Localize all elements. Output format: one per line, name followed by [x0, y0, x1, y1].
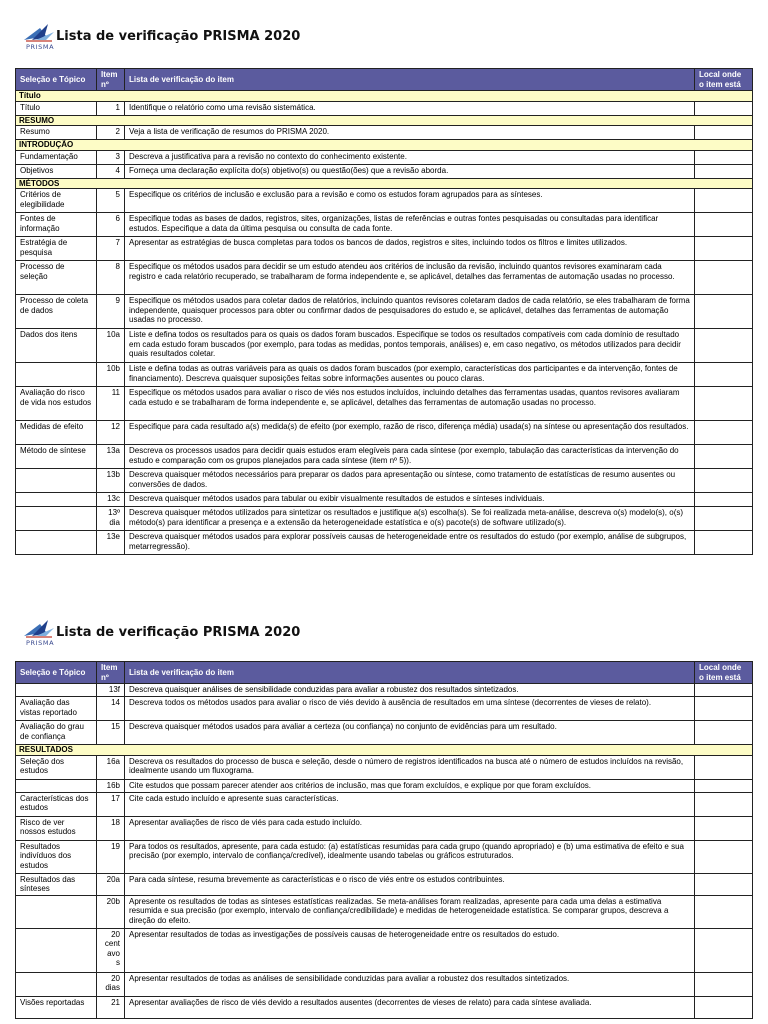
item-number: 13b [97, 469, 125, 493]
location-cell[interactable] [695, 507, 753, 531]
location-cell[interactable] [695, 755, 753, 779]
item-text: Apresentar resultados de todas as investigações de possíveis causas de heterogeneidade entre os resultados do estudo. [125, 928, 695, 972]
item-number: 2 [97, 126, 125, 140]
topic-cell [16, 507, 97, 531]
table-row [16, 816, 753, 840]
location-cell[interactable] [695, 295, 753, 329]
item-number: 13f [97, 684, 125, 697]
table-row [16, 126, 753, 140]
location-cell[interactable] [695, 792, 753, 816]
item-number: 20 cent avo s [97, 928, 125, 972]
topic-cell: Objetivos [16, 164, 97, 178]
table-header-row [16, 662, 753, 684]
item-text: Apresente os resultados de todas as sínteses estatísticas realizadas. Se meta-análises foram realizadas, apresente para cada uma delas a estimativa resumida e sua precisão (por exemplo, intervalo de confiança/credibilidade) e medidas de heterogeneidade estatística. Se comparar grupos, descreva a direção do efeito. [125, 895, 695, 928]
col-header-location: Local onde o item está [695, 69, 753, 91]
table-row [16, 873, 753, 895]
table-row [16, 329, 753, 363]
table-row [16, 721, 753, 745]
item-number: 9 [97, 295, 125, 329]
page-title: Lista de verificação PRISMA 2020 [56, 625, 301, 640]
item-number: 13º dia [97, 507, 125, 531]
item-text: Forneça uma declaração explícita do(s) objetivo(s) ou questão(ões) que a revisão aborda. [125, 164, 695, 178]
table-header-row [16, 69, 753, 91]
location-cell[interactable] [695, 531, 753, 555]
col-header-location: Local onde o item está [695, 662, 753, 684]
topic-cell: Estratégia de pesquisa [16, 237, 97, 261]
col-header-topic: Seleção e Tópico [16, 662, 97, 684]
topic-cell: Avaliação do grau de confiança [16, 721, 97, 745]
item-text: Para todos os resultados, apresente, para cada estudo: (a) estatísticas resumidas para cada grupo (quando apropriado) e (b) uma estimativa de efeito e sua precisão (por exemplo, intervalo de confiança/credível), idealmente usando tabelas ou gráficos estruturados. [125, 840, 695, 873]
table-row [16, 164, 753, 178]
item-number: 16b [97, 779, 125, 792]
location-cell[interactable] [695, 779, 753, 792]
item-text: Descreva quaisquer métodos utilizados para sintetizar os resultados e justifique a(s) escolha(s). Se foi realizada meta-análise, descreva o(s) modelo(s), o(s) método(s) para identificar a presença e a extensão da heterogeneidade estatística e o(s) pacote(s) de software utilizado(s). [125, 507, 695, 531]
table-row [16, 895, 753, 928]
item-number: 18 [97, 816, 125, 840]
item-number: 11 [97, 387, 125, 421]
topic-cell: Avaliação do risco de vida nos estudos [16, 387, 97, 421]
section-row [16, 140, 753, 151]
location-cell[interactable] [695, 928, 753, 972]
table-row [16, 996, 753, 1018]
item-number: 13e [97, 531, 125, 555]
item-text: Cite estudos que possam parecer atender aos critérios de inclusão, mas que foram excluídos, e explique por que foram excluídos. [125, 779, 695, 792]
location-cell[interactable] [695, 873, 753, 895]
item-number: 10a [97, 329, 125, 363]
section-title: INTRODUÇÃO [16, 140, 753, 151]
location-cell[interactable] [695, 840, 753, 873]
table-row [16, 363, 753, 387]
checklist-table-page1 [15, 68, 753, 555]
location-cell[interactable] [695, 329, 753, 363]
topic-cell: Resultados das sínteses [16, 873, 97, 895]
topic-cell: Resumo [16, 126, 97, 140]
item-text: Especifique todas as bases de dados, registros, sites, organizações, listas de referências e outras fontes pesquisadas ou consultadas para identificar estudos. Especifique a data da última pesquisa ou consulta de cada fonte. [125, 213, 695, 237]
section-row [16, 91, 753, 102]
col-header-item: Item nº [97, 69, 125, 91]
table-row [16, 684, 753, 697]
item-text: Descreva quaisquer métodos usados para avaliar a certeza (ou confiança) no conjunto de evidências para um resultado. [125, 721, 695, 745]
topic-cell [16, 363, 97, 387]
item-number: 14 [97, 697, 125, 721]
section-row [16, 178, 753, 189]
topic-cell [16, 684, 97, 697]
location-cell[interactable] [695, 387, 753, 421]
item-text: Apresentar avaliações de risco de viés devido a resultados ausentes (decorrentes de vieses de relato) para cada síntese avaliada. [125, 996, 695, 1018]
item-number: 20b [97, 895, 125, 928]
item-number: 4 [97, 164, 125, 178]
item-text: Liste e defina todos os resultados para os quais os dados foram buscados. Especifique se todos os resultados compatíveis com cada domínio de resultado em cada estudo foram buscados (por exemplo, para todas as medidas, pontos temporais, análises) e, em caso negativo, os métodos utilizados para decidir quais resultados coletar. [125, 329, 695, 363]
topic-cell [16, 972, 97, 996]
table-row [16, 445, 753, 469]
item-text: Descreva os processos usados para decidir quais estudos eram elegíveis para cada síntese (por exemplo, tabulação das características da intervenção do estudo e comparação com os grupos planejados para cada síntese (item nº 5)). [125, 445, 695, 469]
table-row [16, 237, 753, 261]
item-number: 19 [97, 840, 125, 873]
topic-cell [16, 493, 97, 507]
location-cell[interactable] [695, 126, 753, 140]
item-text: Especifique os métodos usados para coletar dados de relatórios, incluindo quantos revisores coletaram dados de cada relatório, se eles trabalharam de forma independente, quaisquer processos para obter ou confirmar dados de pesquisadores do estudo e, se aplicável, detalhes das ferramentas de automação usadas no processo. [125, 295, 695, 329]
location-cell[interactable] [695, 697, 753, 721]
item-number: 7 [97, 237, 125, 261]
location-cell[interactable] [695, 684, 753, 697]
item-number: 1 [97, 101, 125, 115]
topic-cell: Avaliação das vistas reportado [16, 697, 97, 721]
table-row [16, 387, 753, 421]
item-text: Apresentar resultados de todas as análises de sensibilidade conduzidas para avaliar a robustez dos resultados sintetizados. [125, 972, 695, 996]
topic-cell: Resultados indivíduos dos estudos [16, 840, 97, 873]
item-text: Especifique para cada resultado a(s) medida(s) de efeito (por exemplo, razão de risco, diferença média) usada(s) na síntese ou apresentação dos resultados. [125, 421, 695, 445]
table-row [16, 755, 753, 779]
topic-cell: Critérios de elegibilidade [16, 189, 97, 213]
item-number: 13a [97, 445, 125, 469]
col-header-checklist: Lista de verificação do item [125, 69, 695, 91]
item-text: Apresentar avaliações de risco de viés para cada estudo incluído. [125, 816, 695, 840]
section-title: RESUMO [16, 115, 753, 126]
table-row [16, 101, 753, 115]
table-row [16, 213, 753, 237]
section-title: RESULTADOS [16, 745, 753, 756]
table-row [16, 792, 753, 816]
table-row [16, 697, 753, 721]
item-number: 20a [97, 873, 125, 895]
item-number: 3 [97, 150, 125, 164]
item-text: Especifique os métodos usados para decidir se um estudo atendeu aos critérios de inclusão da revisão, incluindo quantos revisores examinaram cada registro e cada relatório recuperado, se trabalharam de forma independente e, se aplicável, detalhes das ferramentas de automação usadas no processo. [125, 261, 695, 295]
location-cell[interactable] [695, 445, 753, 469]
topic-cell: Seleção dos estudos [16, 755, 97, 779]
item-text: Descreva os resultados do processo de busca e seleção, desde o número de registros identificados na busca até o número de estudos incluídos na revisão, idealmente usando um fluxograma. [125, 755, 695, 779]
item-number: 6 [97, 213, 125, 237]
location-cell[interactable] [695, 721, 753, 745]
location-cell[interactable] [695, 363, 753, 387]
logo-text: PRISMA [26, 43, 55, 51]
location-cell[interactable] [695, 469, 753, 493]
topic-cell: Fundamentação [16, 150, 97, 164]
location-cell[interactable] [695, 237, 753, 261]
location-cell[interactable] [695, 261, 753, 295]
topic-cell: Método de síntese [16, 445, 97, 469]
location-cell[interactable] [695, 101, 753, 115]
item-text: Cite cada estudo incluído e apresente suas características. [125, 792, 695, 816]
item-number: 20 dias [97, 972, 125, 996]
location-cell[interactable] [695, 189, 753, 213]
item-number: 8 [97, 261, 125, 295]
topic-cell: Visões reportadas [16, 996, 97, 1018]
item-number: 5 [97, 189, 125, 213]
table-row [16, 507, 753, 531]
topic-cell [16, 895, 97, 928]
page1-header [22, 22, 422, 54]
logo-text: PRISMA [26, 639, 55, 647]
section-row [16, 115, 753, 126]
item-text: Para cada síntese, resuma brevemente as características e o risco de viés entre os estudos contribuintes. [125, 873, 695, 895]
item-text: Apresentar as estratégias de busca completas para todos os bancos de dados, registros e sites, incluindo todos os filtros e limites utilizados. [125, 237, 695, 261]
item-text: Descreva quaisquer análises de sensibilidade conduzidas para avaliar a robustez dos resultados sintetizados. [125, 684, 695, 697]
item-text: Especifique os critérios de inclusão e exclusão para a revisão e como os estudos foram agrupados para as sínteses. [125, 189, 695, 213]
item-text: Descreva quaisquer métodos necessários para preparar os dados para apresentação ou síntese, como tratamento de estatísticas de resumo ausentes ou conversões de dados. [125, 469, 695, 493]
page-title: Lista de verificação PRISMA 2020 [56, 29, 301, 44]
table-row [16, 493, 753, 507]
topic-cell: Medidas de efeito [16, 421, 97, 445]
topic-cell [16, 928, 97, 972]
topic-cell: Fontes de informação [16, 213, 97, 237]
item-text: Veja a lista de verificação de resumos do PRISMA 2020. [125, 126, 695, 140]
item-text: Descreva quaisquer métodos usados para explorar possíveis causas de heterogeneidade entre os resultados do estudo (por exemplo, análise de subgrupos, metarregressão). [125, 531, 695, 555]
item-number: 16a [97, 755, 125, 779]
col-header-topic: Seleção e Tópico [16, 69, 97, 91]
page2-header [22, 618, 422, 650]
item-number: 21 [97, 996, 125, 1018]
item-number: 12 [97, 421, 125, 445]
topic-cell: Características dos estudos [16, 792, 97, 816]
section-title: MÉTODOS [16, 178, 753, 189]
col-header-item: Item nº [97, 662, 125, 684]
section-row [16, 745, 753, 756]
table-row [16, 421, 753, 445]
item-number: 10b [97, 363, 125, 387]
item-text: Identifique o relatório como uma revisão sistemática. [125, 101, 695, 115]
location-cell[interactable] [695, 421, 753, 445]
table-row [16, 150, 753, 164]
topic-cell [16, 469, 97, 493]
table-row [16, 840, 753, 873]
section-title: Título [16, 91, 753, 102]
topic-cell [16, 531, 97, 555]
table-row [16, 928, 753, 972]
item-number: 15 [97, 721, 125, 745]
location-cell[interactable] [695, 150, 753, 164]
topic-cell: Processo de seleção [16, 261, 97, 295]
table-row [16, 295, 753, 329]
location-cell[interactable] [695, 972, 753, 996]
item-text: Descreva quaisquer métodos usados para tabular ou exibir visualmente resultados de estudos e sínteses individuais. [125, 493, 695, 507]
table-row [16, 261, 753, 295]
location-cell[interactable] [695, 213, 753, 237]
item-number: 17 [97, 792, 125, 816]
item-text: Descreva a justificativa para a revisão no contexto do conhecimento existente. [125, 150, 695, 164]
table-row [16, 972, 753, 996]
table-row [16, 779, 753, 792]
table-row [16, 189, 753, 213]
location-cell[interactable] [695, 816, 753, 840]
location-cell[interactable] [695, 164, 753, 178]
item-text: Liste e defina todas as outras variáveis para as quais os dados foram buscados (por exemplo, características dos participantes e da intervenção, fontes de financiamento). Descreva quaisquer suposições feitas sobre informações ausentes ou pouco claras. [125, 363, 695, 387]
checklist-table-page2 [15, 661, 753, 1019]
topic-cell: Título [16, 101, 97, 115]
topic-cell [16, 779, 97, 792]
col-header-checklist: Lista de verificação do item [125, 662, 695, 684]
topic-cell: Risco de ver nossos estudos [16, 816, 97, 840]
item-text: Descreva todos os métodos usados para avaliar o risco de viés devido à ausência de resultados em uma síntese (decorrentes de vieses de relato). [125, 697, 695, 721]
location-cell[interactable] [695, 895, 753, 928]
item-text: Especifique os métodos usados para avaliar o risco de viés nos estudos incluídos, incluindo detalhes das ferramentas usadas, quantos revisores avaliaram cada estudo e se trabalharam de forma independente e, se aplicável, detalhes das ferramentas de automação usadas no processo. [125, 387, 695, 421]
location-cell[interactable] [695, 493, 753, 507]
table-row [16, 531, 753, 555]
table-row [16, 469, 753, 493]
topic-cell: Dados dos itens [16, 329, 97, 363]
topic-cell: Processo de coleta de dados [16, 295, 97, 329]
location-cell[interactable] [695, 996, 753, 1018]
item-number: 13c [97, 493, 125, 507]
